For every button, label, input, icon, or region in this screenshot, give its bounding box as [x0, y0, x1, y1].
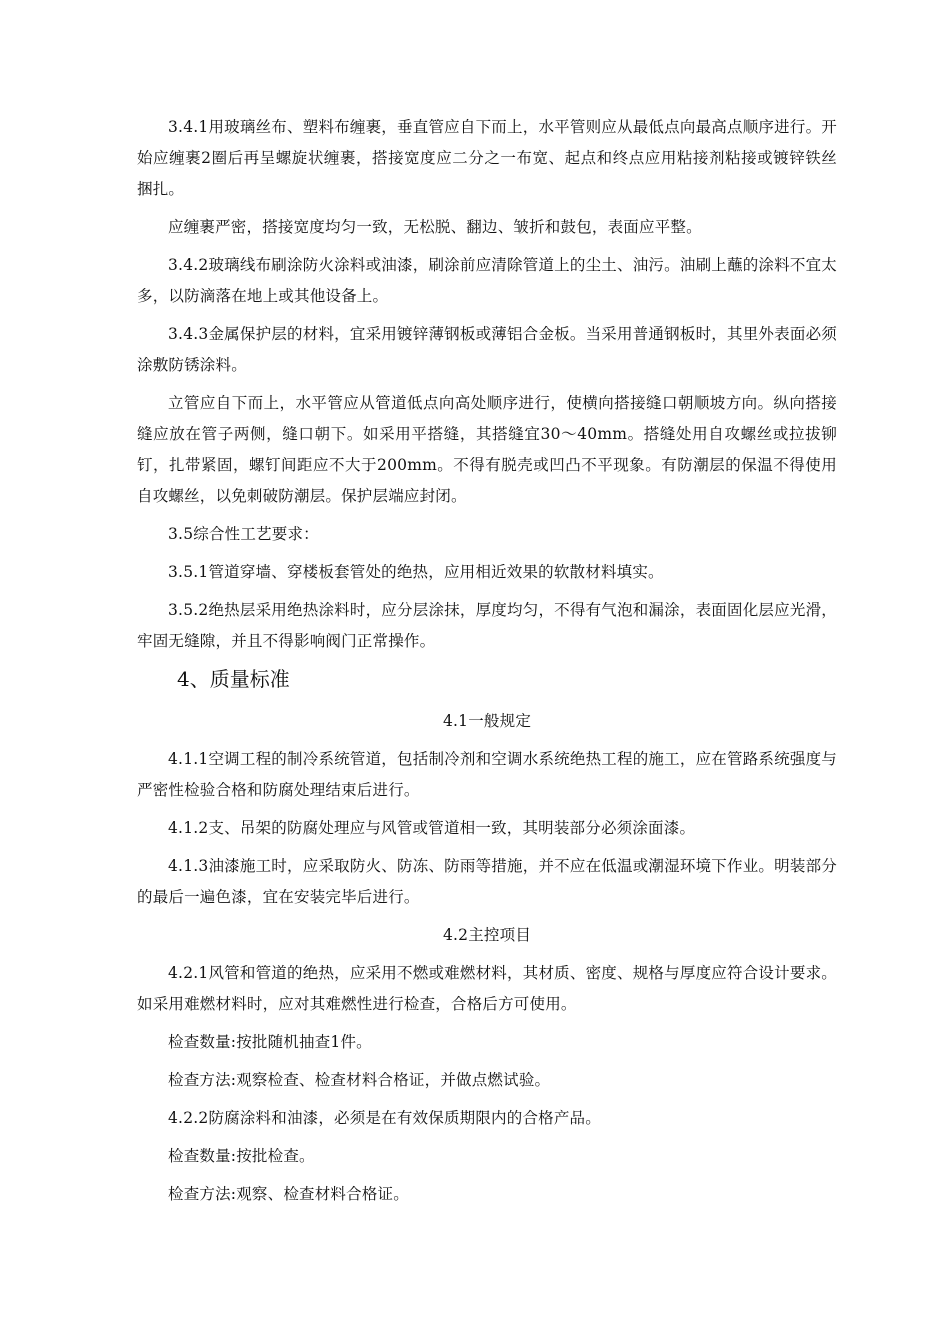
- paragraph-3-5: 3.5综合性工艺要求：: [168, 525, 319, 543]
- subsection-title-main-control: 4.2主控项目: [442, 926, 532, 944]
- paragraph-3-4-2: 3.4.2玻璃线布刷涂防火涂料或油漆，刷涂前应清除管道上的尘土、油污。油刷上蘸的涂料不宜太多，以防滴落在地上或其他设备上。: [137, 256, 837, 305]
- section-title-quality-standard: 4、质量标准: [177, 667, 290, 691]
- paragraph-4-1-2: 4.1.2支、吊架的防腐处理应与风管或管道相一致，其明装部分必须涂面漆。: [168, 819, 696, 837]
- paragraph-3-5-2: 3.5.2绝热层采用绝热涂料时，应分层涂抹，厚度均匀，不得有气泡和漏涂，表面固化层应光滑，牢固无缝隙，并且不得影响阀门正常操作。: [137, 601, 837, 650]
- paragraph-3-5-1: 3.5.1管道穿墙、穿楼板套管处的绝热，应用相近效果的软散材料填实。: [168, 563, 664, 581]
- paragraph-3-4-1: 3.4.1用玻璃丝布、塑料布缠裹，垂直管应自下而上，水平管则应从最低点向最高点顺序进行。开始应缠裹2圈后再呈螺旋状缠裹，搭接宽度应二分之一布宽、起点和终点应用粘接剂粘接或镀锌铁丝捆扎。: [137, 118, 837, 198]
- paragraph-4-1-1: 4.1.1空调工程的制冷系统管道，包括制冷剂和空调水系统绝热工程的施工，应在管路系统强度与严密性检验合格和防腐处理结束后进行。: [137, 750, 837, 799]
- paragraph-3-4-3: 3.4.3金属保护层的材料，宜采用镀锌薄钢板或薄铝合金板。当采用普通钢板时，其里外表面必须涂敷防锈涂料。: [137, 325, 837, 374]
- paragraph-4-2-1: 4.2.1风管和管道的绝热，应采用不燃或难燃材料，其材质、密度、规格与厚度应符合设计要求。如采用难燃材料时，应对其难燃性进行检查，合格后方可使用。: [137, 964, 837, 1013]
- paragraph-check-quantity-1: 检查数量:按批随机抽查1件。: [168, 1033, 372, 1051]
- paragraph-4-2-2: 4.2.2防腐涂料和油漆，必须是在有效保质期限内的合格产品。: [168, 1109, 601, 1127]
- paragraph-wrap-requirement: 应缠裹严密，搭接宽度均匀一致，无松脱、翻边、皱折和鼓包，表面应平整。: [168, 218, 702, 236]
- paragraph-check-method-1: 检查方法:观察检查、检查材料合格证，并做点燃试验。: [168, 1071, 551, 1089]
- subsection-title-general: 4.1一般规定: [442, 712, 532, 730]
- paragraph-check-method-2: 检查方法:观察、检查材料合格证。: [168, 1185, 409, 1203]
- paragraph-vertical-pipe: 立管应自下而上，水平管应从管道低点向高处顺序进行，使横向搭接缝口朝顺坡方向。纵向搭接缝应放在管子两侧，缝口朝下。如采用平搭缝，其搭缝宜30～40mm。搭缝处用自攻螺丝或拉拔铆钉，扎带紧固，螺钉间距应不大于200mm。不得有脱壳或凹凸不平现象。有防潮层的保温不得使用自攻螺丝，以免刺破防潮层。保护层端应封闭。: [137, 394, 837, 505]
- paragraph-check-quantity-2: 检查数量:按批检查。: [168, 1147, 315, 1165]
- paragraph-4-1-3: 4.1.3油漆施工时，应采取防火、防冻、防雨等措施，并不应在低温或潮湿环境下作业。明装部分的最后一遍色漆，宜在安装完毕后进行。: [137, 857, 837, 906]
- document-body: [137, 112, 837, 1210]
